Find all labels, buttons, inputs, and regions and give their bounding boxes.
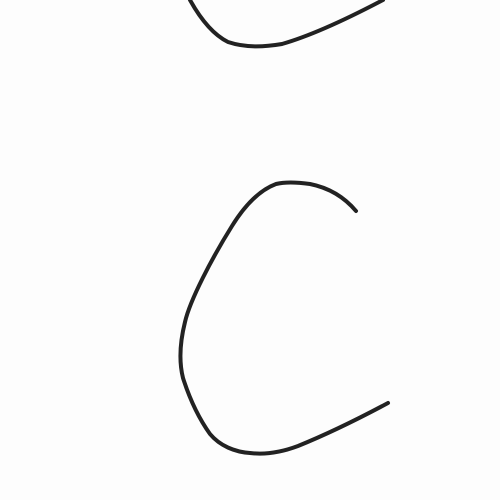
letter-c-stroke: [181, 183, 388, 454]
top-arc-stroke: [190, 0, 383, 46]
